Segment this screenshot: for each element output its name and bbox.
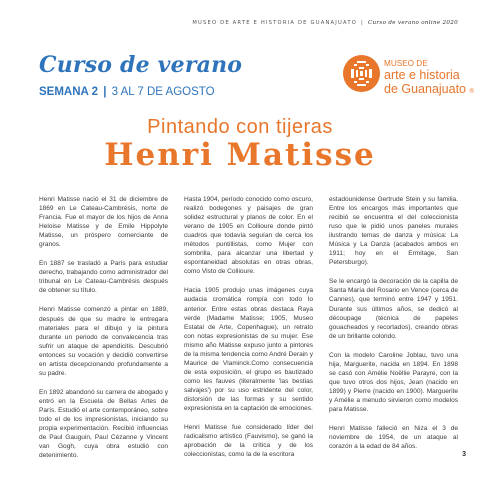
- paragraph: Henri Matisse falleció en Niza el 3 de noviembre de 1954, de un ataque al corazón a la edad de 84 años.: [329, 425, 458, 451]
- header-separator: |: [361, 20, 364, 26]
- week-separator: |: [103, 86, 107, 98]
- paragraph: Se le encargó la decoración de la capilla de Santa María del Rosario en Vence (cerca de Cannes), que terminó entre 1947 y 1951. Durante sus últimos años, se dedicó al découpage (técnica de papeles gouacheados y recortados), creando obras de un brillante colorido.: [329, 278, 458, 340]
- paragraph: Henri Matisse comenzó a pintar en 1889, después de que su madre le entregara materiales para el dibujo y la pintura durante un periodo de convalecencia tras sufrir un ataque de apendicitis. Descubrió entonces su vocación y decidió convertirse en artista decepcionando profundamente a su padre.: [39, 306, 168, 377]
- week-dates: [39, 86, 215, 98]
- paragraph: Con la modelo Caroline Joblau, tuvo una hija, Marguerite, nacida en 1894. En 1898 se casó con Amélie Noëllie Parayre, con la que tuvo otros dos hijos, Jean (nacido en 1899) y Pierre (nacido en 1900). Marguerite y Amélie a menudo sirvieron como modelos para Matisse.: [329, 351, 458, 413]
- page-number: 3: [462, 451, 466, 458]
- paragraph: En 1892 abandonó su carrera de abogado y entró en la Escuela de Bellas Artes de París. Estudió el arte contemporáneo, sobre todo el de los impresionistas, iniciando su propia experimentación. Recibió influencias de Paul Gauguin, Paul Cézanne y Vincent van Gogh, cuya obra estudió con detenimiento.: [39, 388, 168, 460]
- article-subtitle: Pintando con tijeras: [147, 116, 333, 138]
- paragraph: Hasta 1904, período conocido como oscuro, realizó bodegones y paisajes de gran solidez estructural y planos de color. En el verano de 1905 en Collioure donde pintó cuadros que todavía seguían de cerca los métodos puntillistas, como Mujer con sombrilla, para alcanzar una libertad y espontaneidad absolutas en otras obras, como Visto de Collioure.: [184, 196, 313, 276]
- week-label: SEMANA 2: [39, 86, 98, 98]
- course-header: Curso de verano online 2020: [367, 20, 458, 26]
- course-title: Curso de verano: [39, 52, 243, 78]
- text-column-2: [184, 195, 313, 465]
- logo-line-3-text: de Guanajuato: [384, 82, 467, 96]
- article-title: Henri Matisse: [104, 137, 376, 173]
- museum-logo: [343, 55, 474, 105]
- paragraph: Henri Matisse nació el 31 de diciembre de 1869 en Le Cateau-Cambrésis, norte de Francia. Fue el mayor de los hijos de Anna Heloise Matisse y de Emile Hippolyte Matisse, un próspero comerciante de granos.: [39, 196, 168, 249]
- paragraph: Hacia 1905 produjo unas imágenes cuya audacia cromática rompía con todo lo anterior. Entre estas obras destaca Raya verde (Madame Matisse; 1905, Museo Estatal de Arte, Copenhague), un retrato con notas expresionistas de su mujer. Ese mismo año Matisse expuso junto a pintores de la misma tendencia como André Derain y Maurice de Vlaminck.Como consecuencia de esta exposición, el grupo es bautizado como les fauves (literalmente 'las bestias salvajes') por su uso estridente del color, distorsión de las formas y su sentido expresionista en la captación de emociones.: [184, 287, 313, 413]
- text-column-1: [39, 195, 168, 465]
- logo-text: [384, 59, 474, 99]
- logo-emblem-icon: [343, 55, 380, 92]
- header-line: [192, 20, 458, 26]
- date-range: 3 AL 7 DE AGOSTO: [111, 86, 215, 98]
- paragraph: Henri Matisse fue considerado líder del radicalismo artístico (Fauvismo), se ganó la aprobación de la crítica y de los coleccionistas, como la de la escritora: [184, 424, 313, 459]
- logo-line-3: [384, 82, 474, 99]
- article-body: [39, 195, 459, 465]
- paragraph: En 1887 se trasladó a París para estudiar derecho, trabajando como administrador del tribunal en Le Cateau-Cambrésis después de obtener su título.: [39, 260, 168, 295]
- museum-name-header: MUSEO DE ARTE E HISTORIA DE GUANAJUATO: [192, 20, 357, 26]
- paragraph: estadounidense Gertrude Stein y su familia. Entre los encargos más importantes que recibió se encuentra el del coleccionista ruso que le pidió unos paneles murales ilustrando temas de danza y música: La Música y La Danza (acabados ambos en 1911; hoy en el Ermitage, San Petersburgo).: [329, 196, 458, 267]
- logo-line-1: MUSEO DE: [384, 59, 428, 68]
- logo-line-2: arte e historia: [384, 68, 460, 82]
- registered-mark: ®: [469, 89, 474, 95]
- text-column-3: [329, 195, 458, 465]
